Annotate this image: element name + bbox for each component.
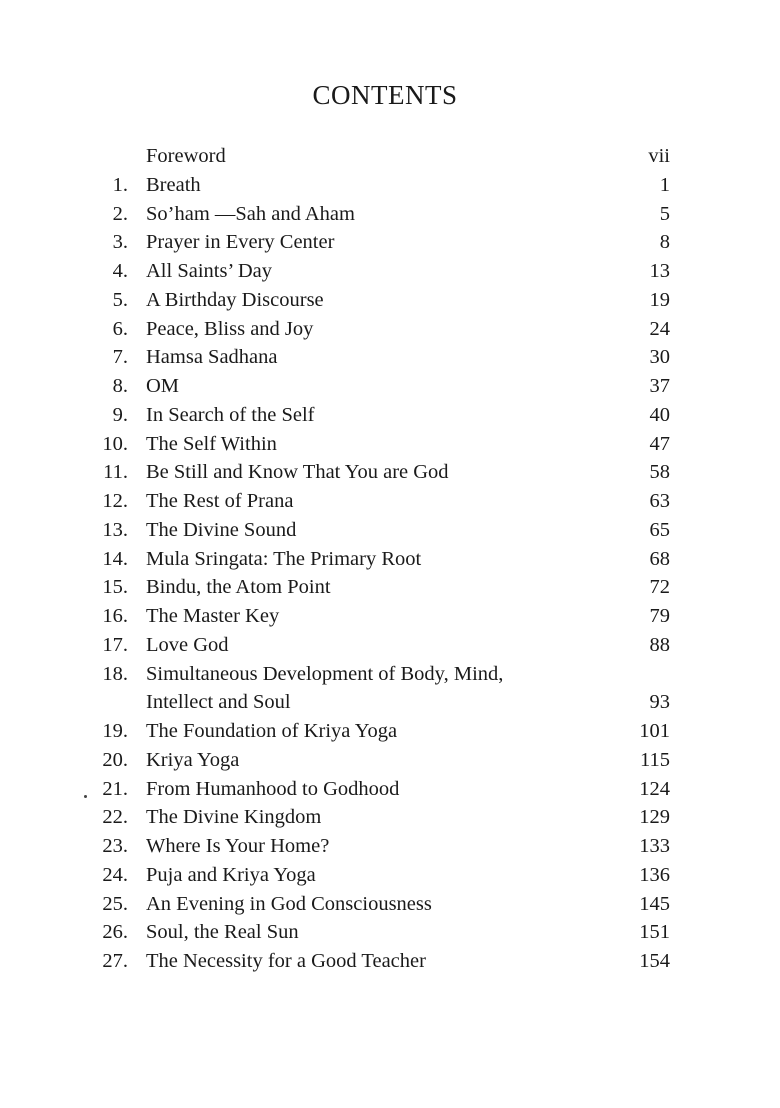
chapter-title: The Necessity for a Good Teacher: [146, 950, 426, 972]
page-number: 129: [639, 806, 670, 829]
chapter-number: 20.: [102, 748, 128, 771]
page-number: 65: [649, 518, 670, 541]
page-number: 136: [639, 863, 670, 886]
toc-entry: [0, 142, 780, 171]
chapter-number: 27.: [102, 950, 128, 972]
page-number: 5: [659, 202, 670, 225]
page-number: 145: [639, 892, 670, 915]
chapter-number: 14.: [102, 547, 128, 570]
page-number: 101: [639, 720, 670, 742]
chapter-number: 25.: [102, 892, 128, 915]
toc-entry: [0, 861, 780, 890]
page-number: 63: [649, 490, 670, 512]
chapter-number: 9.: [112, 403, 128, 426]
page-number: 30: [649, 346, 670, 369]
chapter-number: 2.: [112, 202, 128, 225]
page-number: vii: [648, 145, 670, 167]
page-number: 68: [649, 547, 670, 570]
chapter-number: 6.: [112, 317, 128, 340]
chapter-number: 7.: [112, 346, 128, 369]
toc-entry: [0, 660, 780, 689]
page-number: 88: [649, 633, 670, 656]
toc-entry: [0, 602, 780, 631]
page-number: 8: [659, 231, 670, 254]
page-number: 13: [649, 260, 670, 282]
toc-entry: [0, 746, 780, 775]
toc-entry: [0, 257, 780, 286]
chapter-title: Peace, Bliss and Joy: [146, 317, 314, 340]
toc-entry: [0, 487, 780, 516]
chapter-number: 8.: [112, 375, 128, 397]
chapter-number: 23.: [102, 835, 128, 857]
chapter-number: 17.: [102, 633, 128, 656]
chapter-number: 10.: [102, 432, 128, 455]
page-number: 154: [639, 950, 670, 972]
chapter-number: 21.: [102, 777, 128, 800]
chapter-title: Breath: [146, 173, 201, 196]
page-number: 79: [649, 605, 670, 627]
toc-entry: [0, 372, 780, 401]
toc-entry: [0, 171, 780, 200]
toc-entry: [0, 775, 780, 804]
toc-entry: [0, 516, 780, 545]
chapter-number: 26.: [102, 921, 128, 944]
chapter-title: All Saints’ Day: [146, 260, 273, 282]
chapter-title: The Self Within: [146, 432, 277, 455]
chapter-title: Be Still and Know That You are God: [146, 461, 449, 484]
page-number: 24: [649, 317, 670, 340]
stray-ink-dot: [84, 795, 87, 798]
chapter-title: The Foundation of Kriya Yoga: [146, 720, 398, 742]
chapter-number: 22.: [102, 806, 128, 829]
chapter-number: 19.: [102, 720, 128, 742]
chapter-title: Foreword: [146, 145, 226, 167]
toc-entry: [0, 573, 780, 602]
page-number: 124: [639, 777, 670, 800]
chapter-title: The Rest of Prana: [146, 490, 294, 512]
chapter-title: The Divine Sound: [146, 518, 297, 541]
table-of-contents: [0, 142, 780, 976]
page-number: 19: [649, 288, 670, 311]
toc-entry: [0, 228, 780, 257]
toc-entry: [0, 545, 780, 574]
toc-entry: [0, 803, 780, 832]
toc-entry: [0, 890, 780, 919]
page-number: 37: [649, 375, 670, 397]
chapter-title: An Evening in God Consciousness: [146, 892, 432, 915]
page-number: 40: [649, 403, 670, 426]
chapter-title: Mula Sringata: The Primary Root: [146, 547, 422, 570]
page-number: 72: [649, 576, 670, 599]
page-number: 93: [649, 691, 670, 714]
toc-entry: [0, 631, 780, 660]
toc-entry: [0, 315, 780, 344]
chapter-number: 15.: [102, 576, 128, 599]
chapter-title: The Master Key: [146, 605, 280, 627]
chapter-title: From Humanhood to Godhood: [146, 777, 400, 800]
chapter-number: 12.: [102, 490, 128, 512]
page-number: 151: [639, 921, 670, 944]
chapter-number: 24.: [102, 863, 128, 886]
chapter-number: 4.: [112, 260, 128, 282]
chapter-title: Puja and Kriya Yoga: [146, 863, 316, 886]
toc-entry: [0, 832, 780, 861]
toc-entry: [0, 401, 780, 430]
chapter-title: The Divine Kingdom: [146, 806, 322, 829]
chapter-title: Where Is Your Home?: [146, 835, 330, 857]
page-number: 133: [639, 835, 670, 857]
page-number: 47: [649, 432, 670, 455]
chapter-number: 18.: [102, 662, 128, 685]
toc-entry: [0, 200, 780, 229]
toc-entry: [0, 688, 780, 717]
chapter-title: In Search of the Self: [146, 403, 315, 426]
toc-entry: [0, 717, 780, 746]
toc-entry: [0, 458, 780, 487]
page-number: 58: [649, 461, 670, 484]
chapter-title: Prayer in Every Center: [146, 231, 335, 254]
chapter-number: 11.: [103, 461, 128, 484]
page-number: 115: [640, 748, 670, 771]
page-title: CONTENTS: [312, 80, 458, 110]
chapter-number: 13.: [102, 518, 128, 541]
page-number: 1: [659, 173, 670, 196]
chapter-title: OM: [146, 375, 180, 397]
chapter-number: 3.: [112, 231, 128, 254]
toc-entry: [0, 918, 780, 947]
chapter-title: A Birthday Discourse: [146, 288, 324, 311]
chapter-number: 1.: [112, 173, 128, 196]
chapter-title: Simultaneous Development of Body, Mind,: [146, 662, 504, 685]
chapter-number: 5.: [112, 288, 128, 311]
chapter-number: 16.: [102, 605, 128, 627]
chapter-title: Bindu, the Atom Point: [146, 576, 331, 599]
chapter-title: Love God: [146, 633, 229, 656]
toc-entry: [0, 343, 780, 372]
chapter-title: Kriya Yoga: [146, 748, 240, 771]
chapter-title: Hamsa Sadhana: [146, 346, 278, 369]
toc-entry: [0, 947, 780, 976]
chapter-title: So’ham —Sah and Aham: [146, 202, 355, 225]
chapter-title: Intellect and Soul: [146, 691, 291, 714]
toc-entry: [0, 430, 780, 459]
chapter-title: Soul, the Real Sun: [146, 921, 299, 944]
toc-entry: [0, 286, 780, 315]
